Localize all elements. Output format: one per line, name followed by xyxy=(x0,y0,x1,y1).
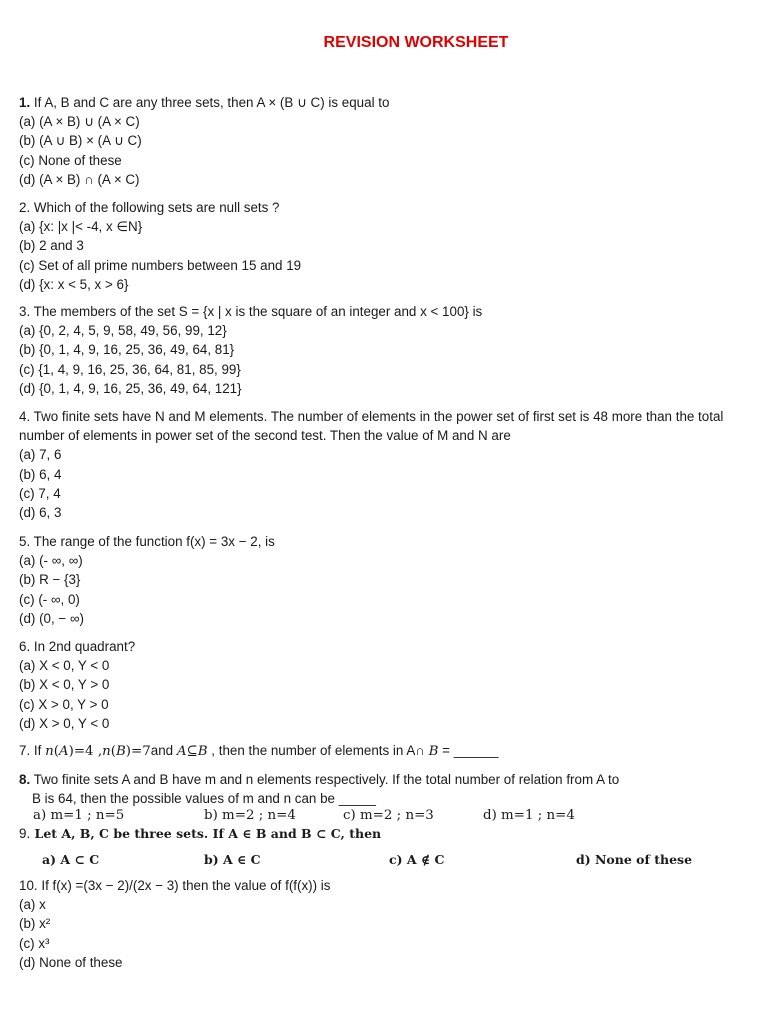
question-7 xyxy=(19,741,749,761)
option: (c) None of these xyxy=(19,152,122,168)
option: (b) R − {3} xyxy=(19,572,81,588)
question-number: 3. xyxy=(19,304,31,319)
question-text: 7. If n(A)=4 ,n(B)=7and A⊆B , then the number of elements in A∩ B = ______ xyxy=(19,743,499,759)
option: a) A ⊂ C xyxy=(42,852,100,867)
question-text: If f(x) =(3x − 2)/(2x − 3) then the value of f(f(x)) is xyxy=(37,878,331,893)
option: (d) {x: x < 5, x > 6} xyxy=(19,276,129,292)
question-text: If A, B and C are any three sets, then A × (B ∪ C) is equal to xyxy=(30,95,390,110)
question-8 xyxy=(19,770,749,808)
question-number: 9. xyxy=(19,826,31,841)
option: (a) X < 0, Y < 0 xyxy=(19,658,110,674)
option: (a) {0, 2, 4, 5, 9, 58, 49, 56, 99, 12} xyxy=(19,323,227,339)
question-3 xyxy=(19,302,749,398)
option: (c) x³ xyxy=(19,935,50,951)
question-2 xyxy=(19,198,749,294)
option: (b) 2 and 3 xyxy=(19,238,84,254)
option: c) A ∉ C xyxy=(389,852,445,867)
option: b) m=2 ; n=4 xyxy=(204,808,296,823)
option: (c) 7, 4 xyxy=(19,485,61,501)
option: (b) 6, 4 xyxy=(19,466,62,482)
question-number: 4. xyxy=(19,409,31,424)
option: a) m=1 ; n=5 xyxy=(33,808,125,823)
question-5 xyxy=(19,532,749,628)
option: (d) X > 0, Y < 0 xyxy=(19,715,110,731)
question-1 xyxy=(19,93,749,189)
option: d) m=1 ; n=4 xyxy=(483,808,575,823)
option: (b) {0, 1, 4, 9, 16, 25, 36, 49, 64, 81} xyxy=(19,342,235,358)
question-text: The range of the function f(x) = 3x − 2, is xyxy=(30,534,275,549)
option: (c) Set of all prime numbers between 15 and 19 xyxy=(19,257,302,273)
option: (c) (- ∞, 0) xyxy=(19,591,80,607)
option: (d) 6, 3 xyxy=(19,505,62,521)
question-number: 6. xyxy=(19,639,31,654)
question-number: 10. xyxy=(19,878,38,893)
option: (b) (A ∪ B) × (A ∪ C) xyxy=(19,133,142,149)
option: c) m=2 ; n=3 xyxy=(343,808,434,823)
option: (d) (A × B) ∩ (A × C) xyxy=(19,171,140,187)
question-text: Let A, B, C be three sets. If A ∈ B and B ⊂ C, then xyxy=(30,826,382,841)
option: (d) {0, 1, 4, 9, 16, 25, 36, 49, 64, 121} xyxy=(19,380,242,396)
question-text: The members of the set S = {x | x is the square of an integer and x < 100} is xyxy=(30,304,483,319)
option: (a) 7, 6 xyxy=(19,447,62,463)
option: (b) x² xyxy=(19,916,51,932)
question-number: 2. xyxy=(19,200,31,215)
option: (a) (A × B) ∪ (A × C) xyxy=(19,114,140,130)
option: (b) X < 0, Y > 0 xyxy=(19,677,110,693)
option: (c) X > 0, Y > 0 xyxy=(19,696,109,712)
option: (a) x xyxy=(19,897,46,913)
question-9 xyxy=(19,824,749,843)
option: (c) {1, 4, 9, 16, 25, 36, 64, 81, 85, 99} xyxy=(19,361,241,377)
option: (a) (- ∞, ∞) xyxy=(19,553,83,569)
question-text: Two finite sets A and B have m and n elements respectively. If the total number of relation from A to xyxy=(30,772,620,787)
option: (d) (0, − ∞) xyxy=(19,610,84,626)
option: d) None of these xyxy=(576,852,693,867)
question-text-continued: B is 64, then the possible values of m and n can be _____ xyxy=(32,791,376,807)
question-number: 8. xyxy=(19,772,31,787)
question-text: Two finite sets have N and M elements. The number of elements in the power set of first set is 48 more than the total number of elements in power set of the second test. Then the value of M and N are xyxy=(19,409,724,444)
option: b) A ∈ C xyxy=(204,852,261,867)
option: (d) None of these xyxy=(19,954,123,970)
option: (a) {x: |x |< -4, x ∈N} xyxy=(19,219,143,235)
question-4 xyxy=(19,407,744,522)
question-text: In 2nd quadrant? xyxy=(30,639,136,654)
question-text: Which of the following sets are null sets ? xyxy=(30,200,280,215)
question-6 xyxy=(19,637,749,733)
question-number: 1. xyxy=(19,95,31,110)
question-number: 5. xyxy=(19,534,31,549)
page-title: REVISION WORKSHEET xyxy=(323,34,509,51)
question-10 xyxy=(19,876,749,972)
